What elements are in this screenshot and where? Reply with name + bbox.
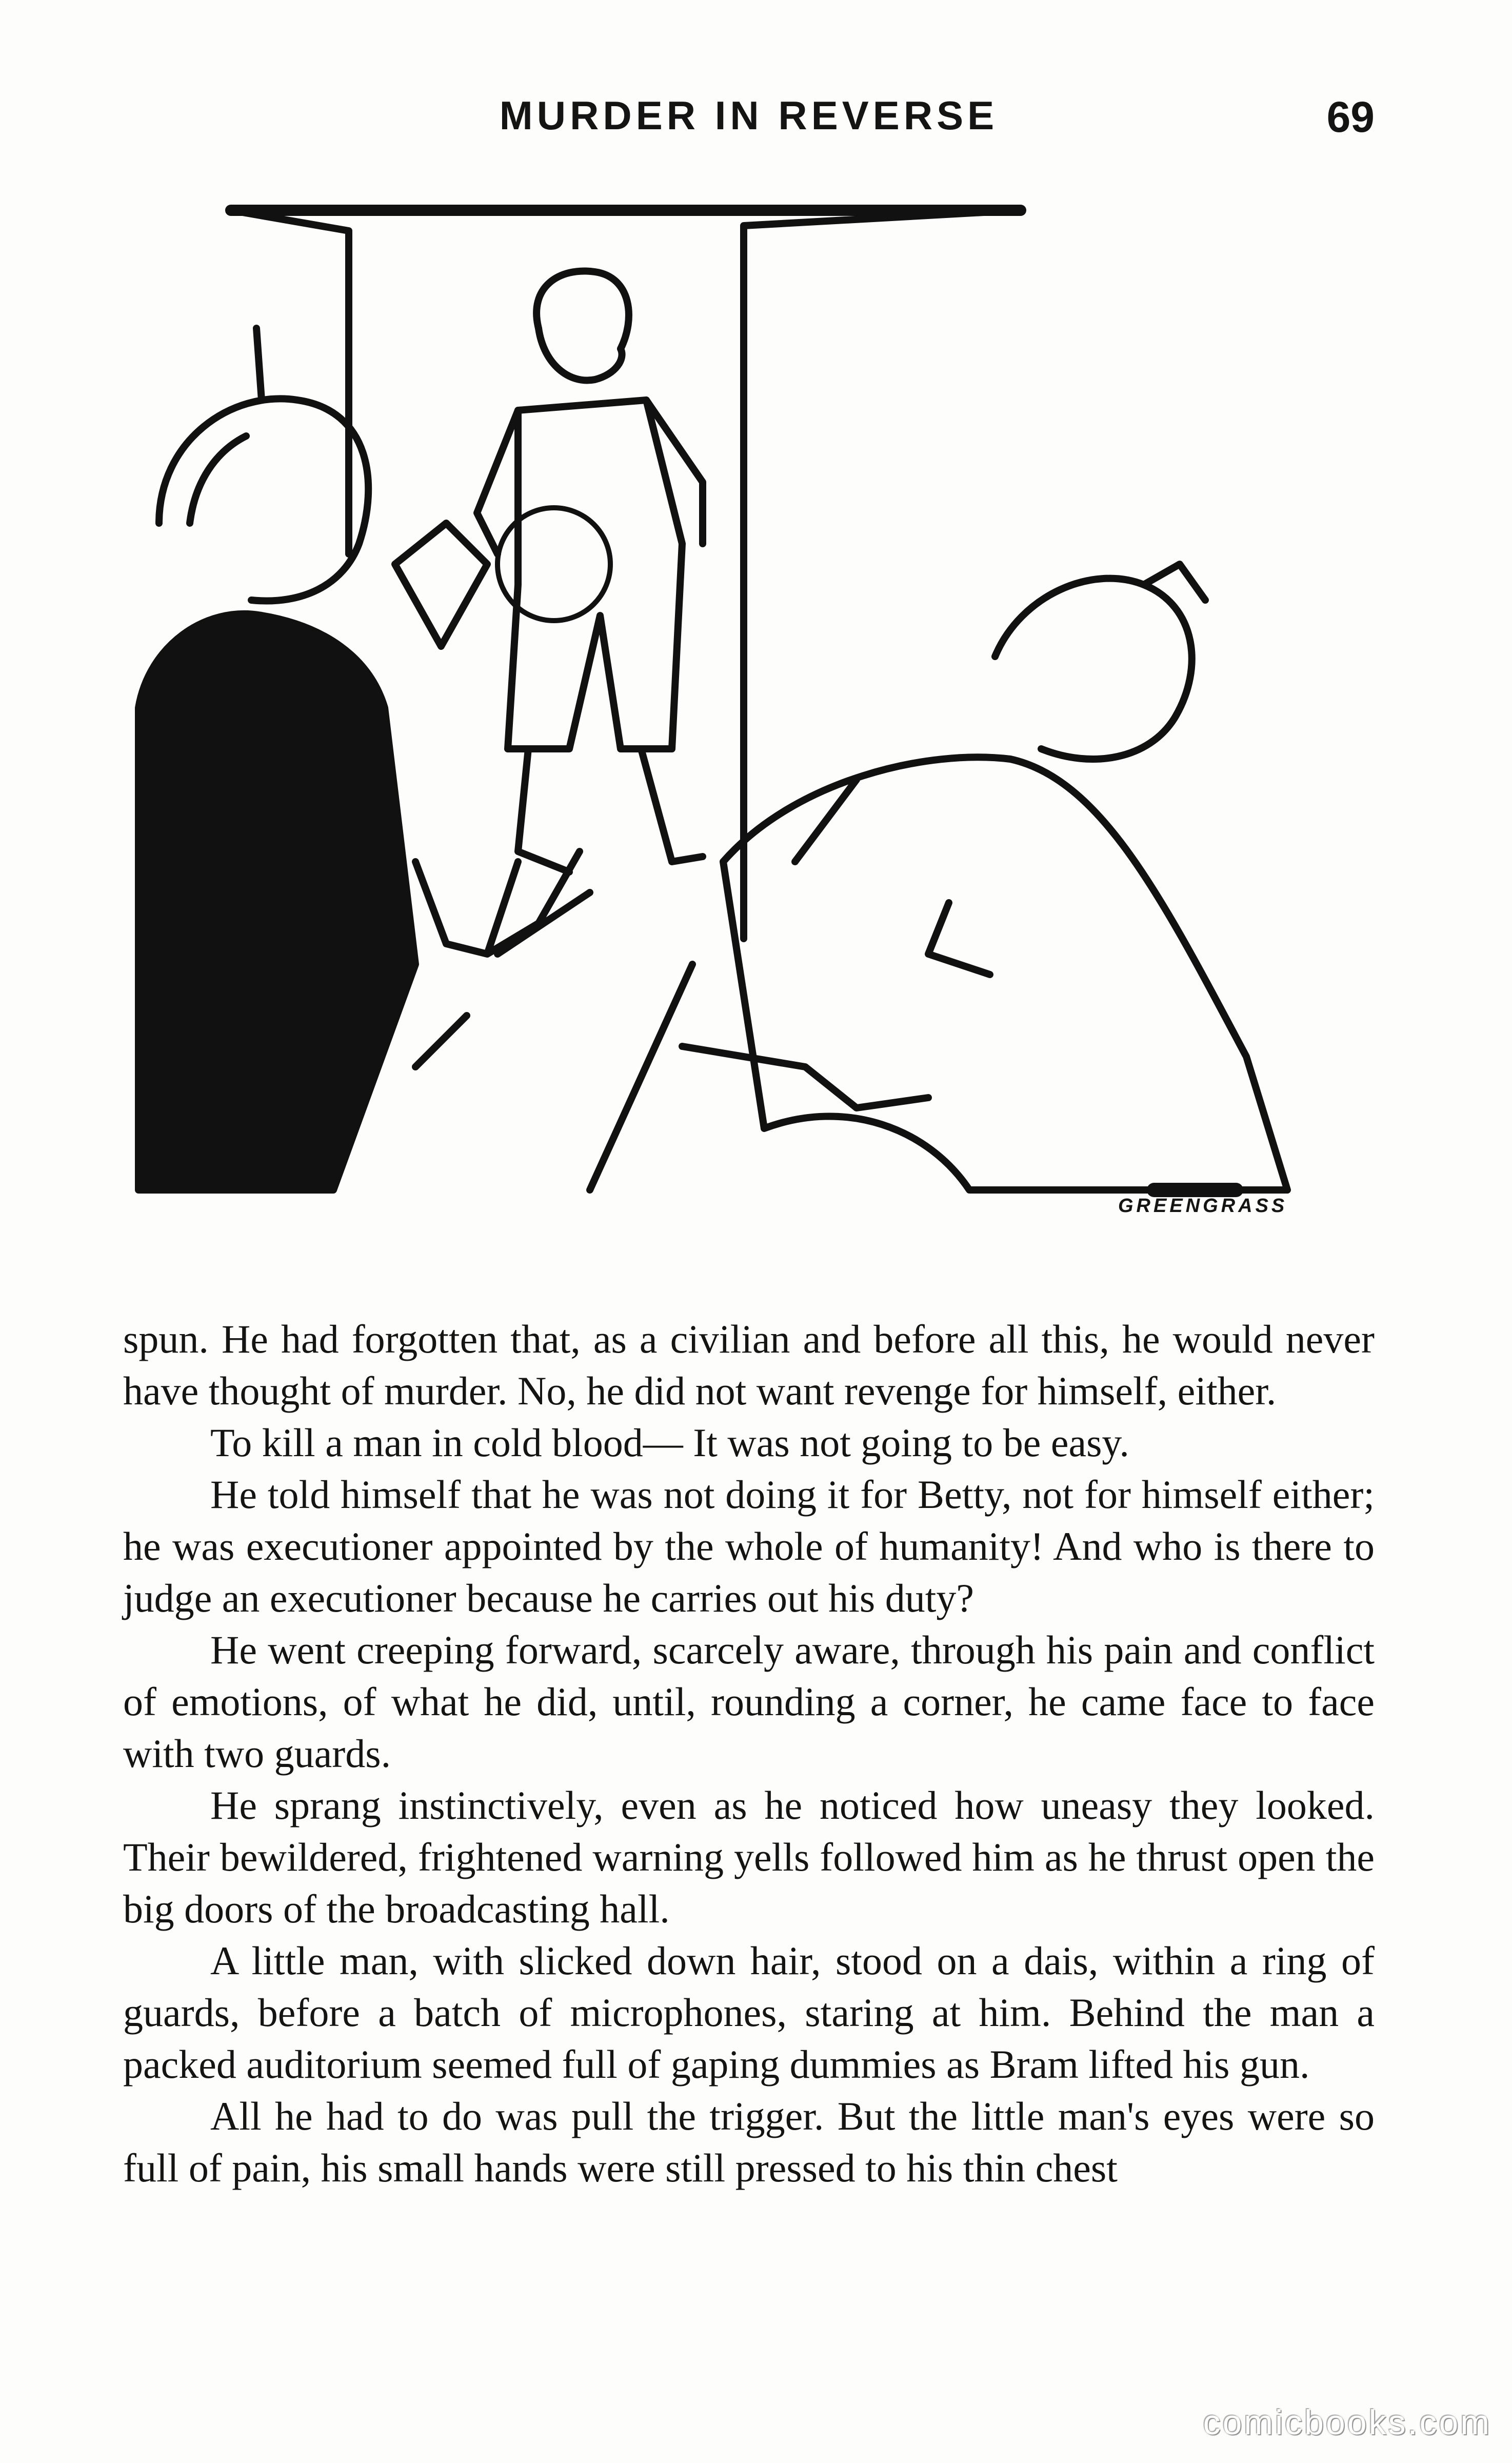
watermark: comicbooks.com: [1203, 2403, 1491, 2442]
paragraph: He told himself that he was not doing it for Betty, not for himself either; he was executioner appointed by the whole of humanity! And who is there to judge an executioner because he carries out his duty?: [123, 1472, 1375, 1620]
paragraph: spun. He had forgotten that, as a civilian and before all this, he would never have thought of murder. No, he did not want revenge for himself, either.: [123, 1317, 1375, 1413]
body-text: [123, 1313, 1375, 2194]
page-header: [123, 92, 1375, 159]
page-number: 69: [1326, 93, 1375, 141]
paragraph: He went creeping forward, scarcely aware, through his pain and conflict of emotions, of what he did, until, rounding a corner, he came face to face with two guards.: [123, 1627, 1375, 1776]
story-illustration: [128, 195, 1390, 1231]
illustration-drawing: [128, 195, 1390, 1231]
paragraph: All he had to do was pull the trigger. But the little man's eyes were so full of pain, his small hands were still pressed to his thin chest: [123, 2094, 1375, 2190]
paragraph: To kill a man in cold blood— It was not going to be easy.: [210, 1420, 1129, 1465]
running-title: MURDER IN REVERSE: [499, 93, 999, 138]
artist-signature: GREENGRASS: [1118, 1195, 1288, 1217]
paragraph: A little man, with slicked down hair, stood on a dais, within a ring of guards, before a batch of microphones, staring at him. Behind the man a packed auditorium seemed full of gaping dummies as Bram lifted his gun.: [123, 1938, 1375, 2087]
paragraph: He sprang instinctively, even as he noticed how uneasy they looked. Their bewildered, frightened warning yells followed him as he thrust open the big doors of the broadcasting hall.: [123, 1783, 1375, 1931]
